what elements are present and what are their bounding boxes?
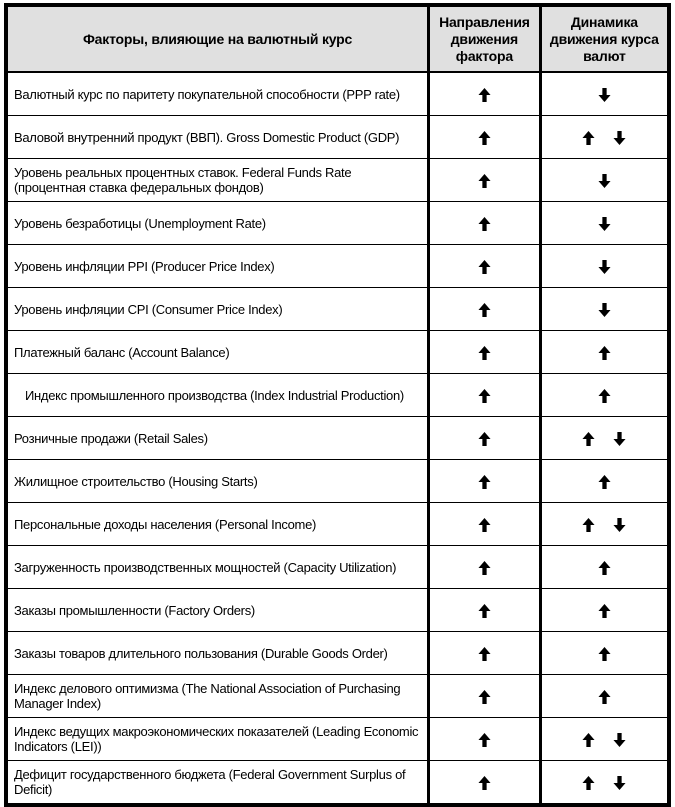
table-row: [6, 374, 669, 417]
table-row: [6, 589, 669, 632]
factor-direction-cell: [429, 675, 541, 718]
currency-dynamics-cell: [540, 288, 669, 331]
factor-direction-cell: [429, 761, 541, 806]
up-arrow-icon: [582, 432, 595, 446]
up-arrow-icon: [598, 604, 611, 618]
down-arrow-icon: [613, 518, 626, 532]
up-arrow-icon: [478, 303, 491, 317]
factor-cell: Розничные продажи (Retail Sales): [6, 417, 429, 460]
up-arrow-icon: [598, 647, 611, 661]
up-arrow-icon: [478, 389, 491, 403]
currency-dynamics-cell: [540, 202, 669, 245]
factor-direction-cell: [429, 159, 541, 202]
factor-direction-cell: [429, 374, 541, 417]
up-arrow-icon: [598, 561, 611, 575]
down-arrow-icon: [613, 432, 626, 446]
factor-direction-cell: [429, 632, 541, 675]
table-row: [6, 159, 669, 202]
down-arrow-icon: [613, 733, 626, 747]
currency-dynamics-cell: [540, 417, 669, 460]
up-arrow-icon: [478, 647, 491, 661]
factor-cell: Заказы товаров длительного пользования (Durable Goods Order): [6, 632, 429, 675]
up-arrow-icon: [478, 217, 491, 231]
currency-dynamics-cell: [540, 159, 669, 202]
table-row: [6, 202, 669, 245]
column-header-currency-dynamics: Динамика движения курса валют: [540, 5, 669, 72]
up-arrow-icon: [598, 690, 611, 704]
down-arrow-icon: [598, 303, 611, 317]
factor-direction-cell: [429, 72, 541, 116]
currency-dynamics-cell: [540, 116, 669, 159]
up-arrow-icon: [582, 518, 595, 532]
up-arrow-icon: [478, 690, 491, 704]
table-row: [6, 417, 669, 460]
factor-cell: Валовой внутренний продукт (ВВП). Gross Domestic Product (GDP): [6, 116, 429, 159]
factor-direction-cell: [429, 460, 541, 503]
table-row: [6, 116, 669, 159]
table-row: [6, 72, 669, 116]
factor-cell: Загруженность производственных мощностей (Capacity Utilization): [6, 546, 429, 589]
table-row: [6, 675, 669, 718]
table-row: [6, 460, 669, 503]
up-arrow-icon: [478, 131, 491, 145]
table-body: [6, 72, 669, 805]
down-arrow-icon: [598, 217, 611, 231]
factor-direction-cell: [429, 202, 541, 245]
up-arrow-icon: [598, 389, 611, 403]
factor-cell: Платежный баланс (Account Balance): [6, 331, 429, 374]
currency-dynamics-cell: [540, 245, 669, 288]
up-arrow-icon: [478, 776, 491, 790]
up-arrow-icon: [478, 260, 491, 274]
up-arrow-icon: [582, 131, 595, 145]
up-arrow-icon: [478, 346, 491, 360]
factor-cell: Индекс промышленного производства (Index Industrial Production): [6, 374, 429, 417]
down-arrow-icon: [598, 260, 611, 274]
factor-cell: Заказы промышленности (Factory Orders): [6, 589, 429, 632]
factor-cell: Дефицит государственного бюджета (Federal Government Surplus of Deficit): [6, 761, 429, 806]
up-arrow-icon: [478, 432, 491, 446]
currency-dynamics-cell: [540, 72, 669, 116]
factor-cell: Индекс ведущих макроэкономических показателей (Leading Economic Indicators (LEI)): [6, 718, 429, 761]
down-arrow-icon: [613, 131, 626, 145]
factor-cell: Уровень инфляции CPI (Consumer Price Index): [6, 288, 429, 331]
factor-cell: Индекс делового оптимизма (The National Association of Purchasing Manager Index): [6, 675, 429, 718]
currency-dynamics-cell: [540, 589, 669, 632]
factor-direction-cell: [429, 417, 541, 460]
currency-dynamics-cell: [540, 460, 669, 503]
down-arrow-icon: [613, 776, 626, 790]
factor-cell: Уровень инфляции PPI (Producer Price Index): [6, 245, 429, 288]
factor-direction-cell: [429, 116, 541, 159]
currency-dynamics-cell: [540, 632, 669, 675]
currency-dynamics-cell: [540, 718, 669, 761]
factor-direction-cell: [429, 288, 541, 331]
factor-direction-cell: [429, 718, 541, 761]
up-arrow-icon: [478, 561, 491, 575]
header-row: [6, 5, 669, 72]
down-arrow-icon: [598, 88, 611, 102]
factor-cell: Уровень безработицы (Unemployment Rate): [6, 202, 429, 245]
table-row: [6, 331, 669, 374]
down-arrow-icon: [598, 174, 611, 188]
factor-direction-cell: [429, 245, 541, 288]
factor-cell: Жилищное строительство (Housing Starts): [6, 460, 429, 503]
table-row: [6, 546, 669, 589]
factor-cell: Уровень реальных процентных ставок. Federal Funds Rate (процентная ставка федеральных фондов): [6, 159, 429, 202]
table-row: [6, 718, 669, 761]
up-arrow-icon: [598, 346, 611, 360]
currency-dynamics-cell: [540, 503, 669, 546]
currency-dynamics-cell: [540, 374, 669, 417]
currency-dynamics-cell: [540, 546, 669, 589]
factor-cell: Валютный курс по паритету покупательной способности (PPP rate): [6, 72, 429, 116]
up-arrow-icon: [478, 518, 491, 532]
factors-table: [4, 3, 671, 807]
factor-direction-cell: [429, 503, 541, 546]
factor-direction-cell: [429, 546, 541, 589]
table-row: [6, 245, 669, 288]
up-arrow-icon: [582, 733, 595, 747]
table-row: [6, 288, 669, 331]
up-arrow-icon: [582, 776, 595, 790]
up-arrow-icon: [478, 174, 491, 188]
up-arrow-icon: [478, 733, 491, 747]
currency-dynamics-cell: [540, 331, 669, 374]
table-row: [6, 761, 669, 806]
up-arrow-icon: [478, 604, 491, 618]
up-arrow-icon: [598, 475, 611, 489]
up-arrow-icon: [478, 475, 491, 489]
column-header-factor-direction: Направления движения фактора: [429, 5, 541, 72]
column-header-factors: Факторы, влияющие на валютный курс: [6, 5, 429, 72]
table-row: [6, 503, 669, 546]
currency-dynamics-cell: [540, 675, 669, 718]
factor-cell: Персональные доходы населения (Personal Income): [6, 503, 429, 546]
currency-dynamics-cell: [540, 761, 669, 806]
up-arrow-icon: [478, 88, 491, 102]
table-row: [6, 632, 669, 675]
factor-direction-cell: [429, 331, 541, 374]
factor-direction-cell: [429, 589, 541, 632]
